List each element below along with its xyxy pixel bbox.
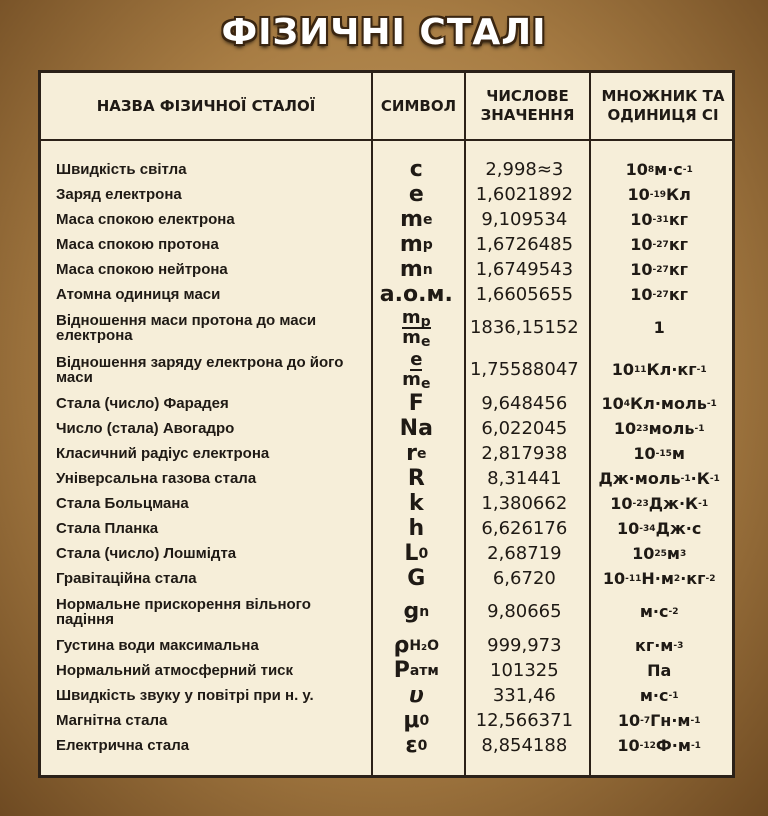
symbol-main: m <box>399 256 423 282</box>
constant-name: Швидкість звуку у повітрі при н. у. <box>56 687 314 704</box>
symbol-main: R <box>407 465 425 491</box>
table-row <box>41 349 732 391</box>
unit-text: 10 <box>610 493 633 513</box>
constant-symbol <box>370 182 462 207</box>
divider <box>41 139 732 141</box>
constant-name: Маса спокою електрона <box>56 211 235 228</box>
table-row <box>41 157 732 182</box>
table-row <box>41 541 732 566</box>
unit-text: 10 <box>625 159 648 179</box>
constant-symbol: ε 0 <box>405 732 428 758</box>
unit-text: м <box>671 443 685 463</box>
constant-unit: 10 -23 Дж·К -1 <box>610 493 709 513</box>
table-row <box>41 182 732 207</box>
symbol-main: υ <box>408 682 424 708</box>
constant-unit: 10 -34 Дж·с <box>617 518 702 538</box>
constant-value: 331,46 <box>492 684 556 706</box>
unit-text: Кл·моль <box>630 393 707 413</box>
table-row <box>41 591 732 633</box>
constant-value: 1836,15152 <box>469 317 579 338</box>
constant-unit: 10 -31 кг <box>630 209 689 229</box>
table-row <box>41 516 732 541</box>
symbol-main: k <box>408 490 424 516</box>
constant-value: 101325 <box>490 659 559 681</box>
constant-name: Стала (число) Лошмідта <box>56 545 237 562</box>
unit-text: ·кг <box>680 568 706 588</box>
symbol-main: c <box>409 156 423 182</box>
constant-unit: кг·м -3 <box>634 635 684 655</box>
table-row <box>41 708 732 733</box>
constant-name: Гравітаційна стала <box>56 570 197 587</box>
symbol-main: L <box>404 540 419 566</box>
fraction-denominator <box>402 327 431 350</box>
constant-symbol <box>370 157 462 182</box>
constant-symbol <box>370 349 462 391</box>
unit-text: кг <box>668 209 689 229</box>
symbol-main: ρ <box>393 632 410 658</box>
symbol-main: а.о.м. <box>379 281 453 307</box>
constant-symbol: P атм <box>393 657 439 683</box>
constant-unit: 10 -11 Н·м 2 ·кг -2 <box>602 568 716 588</box>
constant-unit: 10 25 м 3 <box>632 543 687 563</box>
unit-text: м·с <box>639 685 669 705</box>
unit-text: 10 <box>617 735 640 755</box>
unit-text: 10 <box>630 209 653 229</box>
symbol-fraction <box>402 349 431 392</box>
table-row <box>41 257 732 282</box>
constant-unit: 10 -19 Кл <box>627 184 691 204</box>
fraction-numerator <box>402 309 431 329</box>
unit-text: 10 <box>601 393 624 413</box>
unit-text: 10 <box>611 360 634 379</box>
table-row <box>41 232 732 257</box>
symbol-main: Na <box>399 415 433 441</box>
constant-unit: 10 -27 кг <box>630 284 689 304</box>
constant-symbol <box>370 307 462 349</box>
constant-name: Магнітна стала <box>56 712 168 729</box>
unit-text: Дж·К <box>648 493 699 513</box>
unit-text: 10 <box>617 710 641 730</box>
constant-value: 1,380662 <box>481 492 568 514</box>
constant-name: Відношення заряду електрона до його маси <box>56 354 344 386</box>
symbol-main: P <box>393 657 410 683</box>
constant-value: 1,6749543 <box>475 258 574 280</box>
symbol-main: g <box>403 599 420 624</box>
constant-unit: 10 -12 Ф·м -1 <box>617 735 701 755</box>
table-row <box>41 441 732 466</box>
header-value: ЧИСЛОВЕ ЗНАЧЕННЯ <box>480 87 575 124</box>
table-row <box>41 658 732 683</box>
symbol-main: m <box>402 369 421 390</box>
constant-value: 2,68719 <box>487 542 562 564</box>
table-row <box>41 491 732 516</box>
constant-unit: 10 4 Кл·моль -1 <box>601 393 717 413</box>
symbol-main: e <box>408 181 424 207</box>
unit-text: моль <box>648 418 695 438</box>
table-row <box>41 416 732 441</box>
constant-unit: 10 -15 м <box>633 443 685 463</box>
constant-symbol: m e <box>400 206 433 232</box>
symbol-main: μ <box>403 707 420 733</box>
symbol-main: m <box>402 327 421 348</box>
constant-value: 2,998≈3 <box>485 158 564 180</box>
header-symbol: СИМВОЛ <box>380 96 457 115</box>
unit-text: 10 <box>602 568 626 588</box>
table-row <box>41 633 732 658</box>
constant-symbol: L 0 <box>404 540 429 566</box>
constant-unit: 10 23 моль -1 <box>613 418 705 438</box>
unit-text: 10 <box>617 518 640 538</box>
symbol-main: m <box>400 206 424 232</box>
constant-value: 8,31441 <box>487 467 562 489</box>
constant-name: Маса спокою протона <box>56 236 219 253</box>
unit-text: 10 <box>613 418 637 438</box>
symbol-main: m <box>399 231 423 257</box>
constant-symbol <box>370 683 462 708</box>
unit-text: Н·м <box>641 568 674 588</box>
constant-name: Класичний радіус електрона <box>56 445 270 462</box>
unit-text: м·с <box>639 602 669 621</box>
table-row <box>41 391 732 416</box>
constant-unit <box>586 307 732 349</box>
unit-text: м <box>666 543 680 563</box>
table-row <box>41 466 732 491</box>
constant-name: Маса спокою нейтрона <box>56 261 228 278</box>
table-row <box>41 683 732 708</box>
constants-table <box>38 70 735 778</box>
unit-text: 10 <box>630 234 653 254</box>
constant-name: Стала Планка <box>56 520 159 537</box>
unit-text: Па <box>647 660 672 680</box>
unit-text: Дж·с <box>655 518 702 538</box>
symbol-subscript: p <box>420 314 431 330</box>
constant-name: Універсальна газова стала <box>56 470 257 487</box>
table-row <box>41 282 732 307</box>
constant-value: 12,566371 <box>475 709 574 731</box>
symbol-main: m <box>401 307 421 328</box>
constant-name: Стала Больцмана <box>56 495 189 512</box>
constant-symbol <box>370 566 462 591</box>
constant-unit: 10 -27 кг <box>630 234 689 254</box>
constant-name: Заряд електрона <box>56 186 182 203</box>
constant-unit: 10 -7 Гн·м -1 <box>617 710 701 730</box>
symbol-main: h <box>408 515 425 541</box>
constant-name: Електрична стала <box>56 737 190 754</box>
symbol-main: e <box>410 349 423 370</box>
constant-symbol <box>370 491 462 516</box>
constant-name: Відношення маси протона до маси електрона <box>56 312 317 344</box>
constant-value: 6,022045 <box>481 417 568 439</box>
constant-name: Густина води максимальна <box>56 637 259 654</box>
constant-name: Стала (число) Фарадея <box>56 395 229 412</box>
constant-symbol <box>370 466 462 491</box>
constant-value: 9,80665 <box>487 601 562 622</box>
unit-text: 1 <box>653 318 665 337</box>
header-name: НАЗВА ФІЗИЧНОЇ СТАЛОЇ <box>96 96 316 115</box>
unit-text: кг <box>668 284 689 304</box>
symbol-subscript: e <box>420 334 431 350</box>
constant-name: Число (стала) Авогадро <box>56 420 235 437</box>
unit-text: Гн·м <box>650 710 691 730</box>
unit-text: 10 <box>630 259 653 279</box>
unit-text: 10 <box>632 543 655 563</box>
table-row <box>41 307 732 349</box>
unit-text: Дж·моль <box>598 468 681 488</box>
constant-symbol <box>370 416 462 441</box>
unit-text: м·с <box>654 159 683 179</box>
constant-value: 6,6720 <box>492 567 556 589</box>
unit-text: Ф·м <box>655 735 691 755</box>
constant-name: Нормальне прискорення вільного падіння <box>56 596 311 628</box>
symbol-main: r <box>406 440 417 466</box>
table-body <box>41 157 732 758</box>
constant-unit: Дж·моль -1 ·К -1 <box>598 468 720 488</box>
constant-unit: м·с -2 <box>639 602 679 621</box>
constant-unit: 10 8 м·с -1 <box>625 159 693 179</box>
constant-symbol <box>370 391 462 416</box>
constant-unit: 10 11 Кл·кг -1 <box>611 360 707 379</box>
constant-symbol <box>370 282 462 307</box>
constant-name: Нормальний атмосферний тиск <box>56 662 294 679</box>
constant-value: 999,973 <box>487 634 562 656</box>
constant-symbol: μ 0 <box>403 707 430 733</box>
symbol-fraction <box>401 307 431 350</box>
constant-unit <box>586 658 732 683</box>
header-unit: МНОЖНИК ТА ОДИНИЦЯ СІ <box>601 87 725 124</box>
unit-text: Кл·кг <box>646 360 697 379</box>
constant-value: 1,6605655 <box>475 283 574 305</box>
unit-text: ·К <box>690 468 710 488</box>
constant-name: Швидкість світла <box>56 161 187 178</box>
constant-symbol: m n <box>399 256 433 282</box>
constant-name: Атомна одиниця маси <box>56 286 221 303</box>
table-row <box>41 566 732 591</box>
fraction-denominator <box>402 369 431 392</box>
constant-symbol: m p <box>399 231 433 257</box>
constant-value: 1,75588047 <box>469 359 579 380</box>
unit-text: кг <box>668 234 689 254</box>
symbol-main: F <box>408 390 424 416</box>
unit-text: 10 <box>630 284 653 304</box>
constant-value: 2,817938 <box>481 442 568 464</box>
unit-text: кг·м <box>634 635 674 655</box>
constant-value: 1,6726485 <box>475 233 574 255</box>
constant-value: 1,6021892 <box>475 183 574 205</box>
constant-value: 8,854188 <box>481 734 568 756</box>
constant-unit: м·с -1 <box>639 685 679 705</box>
constant-symbol: ρ H₂O <box>393 632 440 658</box>
symbol-main: G <box>407 565 426 591</box>
unit-text: Кл <box>666 184 691 204</box>
constant-value: 9,109534 <box>481 208 568 230</box>
unit-text: 10 <box>627 184 650 204</box>
constant-value: 6,626176 <box>481 517 568 539</box>
symbol-subscript: e <box>420 376 431 392</box>
unit-text: 10 <box>633 443 656 463</box>
fraction-numerator <box>410 351 422 371</box>
table-row <box>41 207 732 232</box>
unit-text: кг <box>668 259 689 279</box>
constant-symbol: g n <box>403 599 430 624</box>
constant-value: 9,648456 <box>481 392 568 414</box>
constant-symbol: r e <box>406 440 427 466</box>
constant-unit: 10 -27 кг <box>630 259 689 279</box>
constant-symbol <box>370 516 462 541</box>
page-title: ФІЗИЧНІ СТАЛІ <box>221 12 547 53</box>
table-row <box>41 733 732 758</box>
symbol-main: ε <box>405 732 418 758</box>
